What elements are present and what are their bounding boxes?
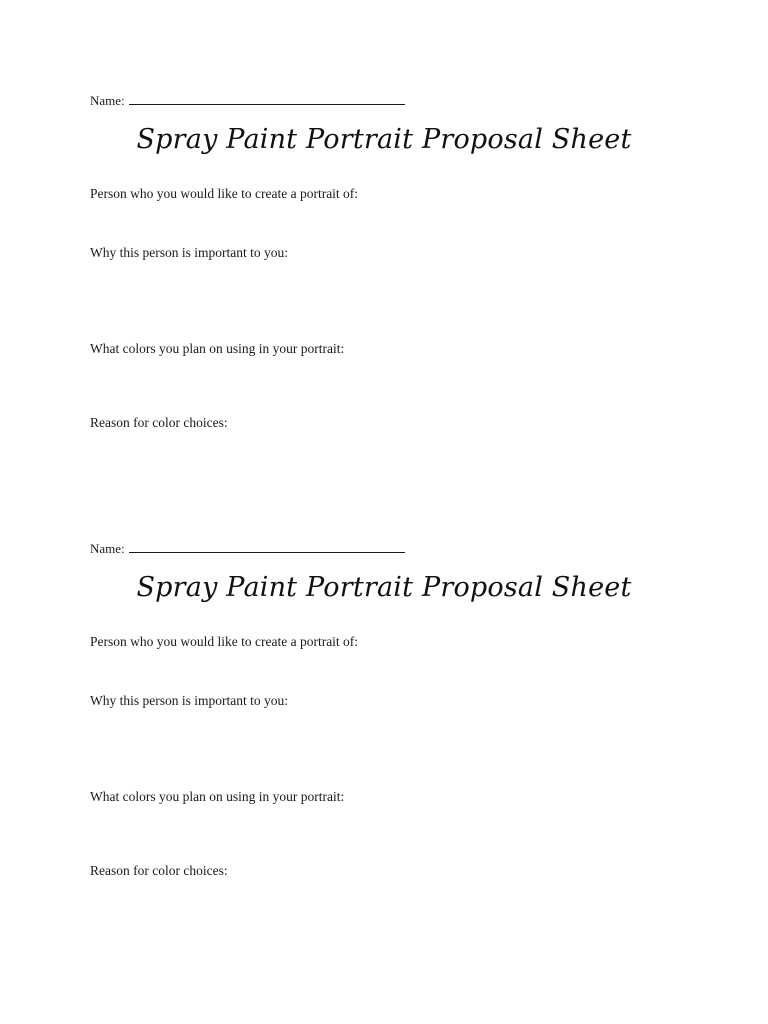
sheet-title: Spray Paint Portrait Proposal Sheet [136,572,632,603]
prompt-color-reason: Reason for color choices: [90,863,228,878]
prompt-color-reason: Reason for color choices: [90,415,228,430]
name-label: Name: [90,93,125,108]
proposal-sheet-bottom [0,448,768,896]
prompt-importance: Why this person is important to you: [90,245,288,260]
proposal-sheet-top [0,0,768,448]
name-blank-line[interactable] [129,92,405,105]
name-field [90,92,405,109]
prompt-colors: What colors you plan on using in your portrait: [90,789,345,804]
sheet-title: Spray Paint Portrait Proposal Sheet [136,124,632,155]
name-field [90,540,405,557]
prompt-importance: Why this person is important to you: [90,693,288,708]
prompt-colors: What colors you plan on using in your portrait: [90,341,345,356]
name-blank-line[interactable] [129,540,405,553]
name-label: Name: [90,541,125,556]
prompt-portrait-subject: Person who you would like to create a portrait of: [90,634,359,649]
prompt-portrait-subject: Person who you would like to create a portrait of: [90,186,359,201]
